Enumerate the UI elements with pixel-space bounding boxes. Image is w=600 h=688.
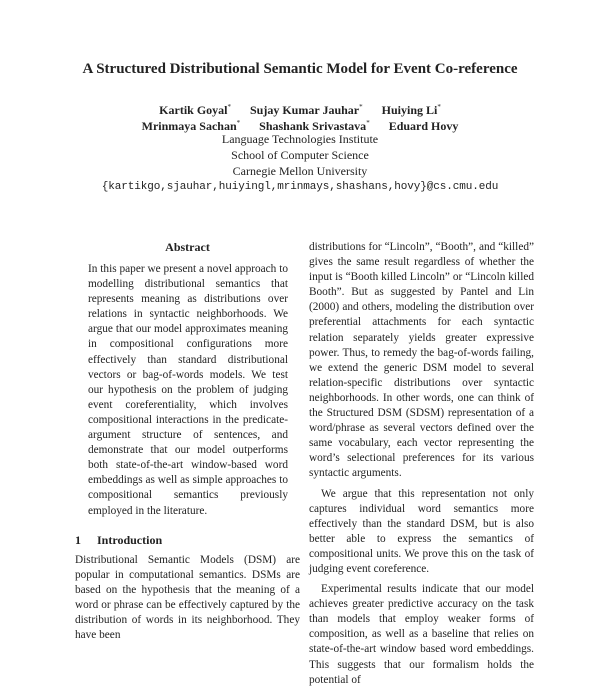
- section-title: Introduction: [97, 532, 163, 547]
- author-row-1: [0, 100, 600, 116]
- author-name: Huiying Li*: [381, 103, 441, 117]
- intro-paragraph: Distributional Semantic Models (DSM) are popular in computational semantics. DSMs are based on the hypothesis that the meaning of a word or phrase can be effectively captured by the distribution of words in its neighborhood. They have been: [75, 553, 300, 642]
- author-name: Kartik Goyal*: [159, 103, 231, 117]
- section-number: 1: [75, 532, 81, 547]
- affiliation-university: Carnegie Mellon University: [232, 164, 368, 178]
- author-name: Sujay Kumar Jauhar*: [250, 103, 363, 117]
- author-emails: {kartikgo,sjauhar,huiyingl,mrinmays,shashans,hovy}@cs.cmu.edu: [101, 181, 499, 193]
- body-paragraph: We argue that this representation not only captures individual word semantics more effectively than the standard DSM, but is also better able to express the semantics of compositional units. We prove this on the task of judging event coreference.: [309, 487, 534, 575]
- author-block: [0, 100, 600, 196]
- author-name: Mrinmaya Sachan*: [141, 119, 241, 133]
- abstract-heading: Abstract: [165, 240, 210, 254]
- body-paragraph: distributions for “Lincoln”, “Booth”, and “killed” gives the same result regardless of whether the input is “Booth killed Lincoln” or “Lincoln killed Booth”. But as suggested by Pantel and Lin (2000) and others, modeling the distribution over preferential attachments for each syntactic relation separately yields greater expressive power. Thus, to remedy the bag-of-words failing, we extend the generic DSM model to several relation-specific distributions over syntactic neighborhoods. In other words, one can think of the Structured DSM (SDSM) representation of a word/phrase as several vectors defined over the same vocabulary, each vector representing the word’s selectional preferences for its various syntactic arguments.: [309, 241, 534, 480]
- paper-title: A Structured Distributional Semantic Model for Event Co-reference: [82, 61, 518, 77]
- section-heading-introduction: [75, 533, 300, 553]
- abstract-text: In this paper we present a novel approach to modelling distributional semantics that represents meaning as distributions over relations in syntactic neighborhoods. We argue that our model approximates meaning in compositional configurations more effectively than standard distributional vectors or bag-of-words models. We test our hypothesis on the problem of judging event coreferentiality, which involves compositional interactions in the predicate-argument structure of sentences, and demonstrate that our model outperforms both state-of-the-art window-based word embeddings as well as simple approaches to compositional semantics previously employed in the literature.: [88, 263, 288, 517]
- left-column: [75, 240, 300, 643]
- author-row-2: [0, 116, 600, 132]
- body-paragraph: Experimental results indicate that our model achieves greater predictive accuracy on the task than models that employ weaker forms of composition, as well as a baseline that relies on state-of-the-art window based word embeddings. This suggests that our formalism holds the potential of: [309, 583, 534, 686]
- author-name: Eduard Hovy: [388, 119, 459, 133]
- affiliation-school: School of Computer Science: [231, 148, 369, 162]
- affiliation-institute: Language Technologies Institute: [221, 132, 379, 146]
- author-name: Shashank Srivastava*: [259, 119, 370, 133]
- right-column: [309, 240, 534, 688]
